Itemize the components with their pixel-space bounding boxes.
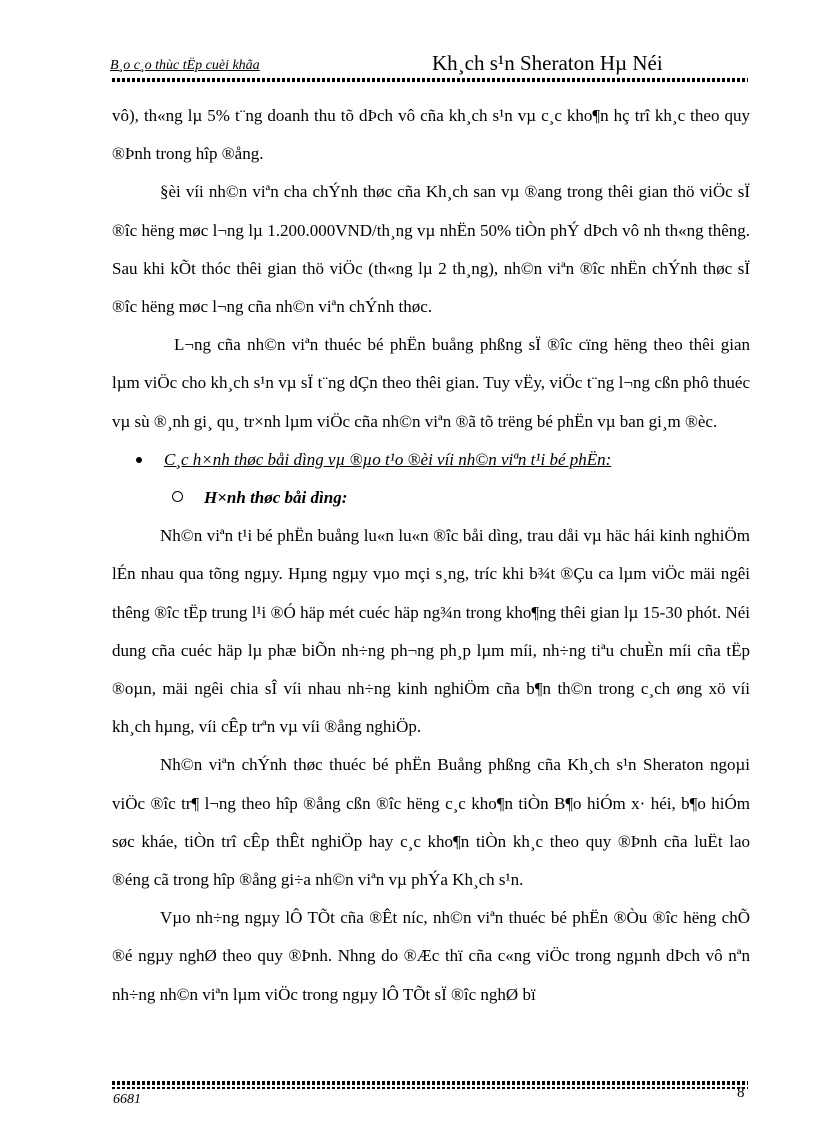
page-header: [110, 50, 750, 78]
subheading-text: H×nh thøc båi dìng:: [204, 488, 348, 508]
paragraph-salary-growth: L¬ng cña nh©n viªn thuéc bé phËn buång phßng sÏ ®îc cïng hëng theo thêi gian lµm viÖc cho kh¸ch s¹n vµ sÏ t¨ng dÇn theo thêi gian. Tuy vËy, viÖc t¨ng l¬ng cßn phô thuéc vµ sù ®¸nh gi¸ qu¸ tr×nh lµm viÖc cña nh©n viªn ®ã tõ trëng bé phËn vµ ban gi¸m ®èc.: [112, 335, 750, 431]
bullet-icon: [136, 457, 142, 463]
hotel-name: Kh¸ch s¹n Sheraton Hµ Néi: [432, 51, 663, 75]
paragraph-holidays: Vµo nh÷ng ngµy lÔ TÕt cña ®Êt níc, nh©n viªn thuéc bé phËn ®Òu ®îc hëng chÕ ®é ngµy nghØ theo quy ®Þnh. Nhng do ®Æc thï cña c«ng viÖc trong ngµnh dÞch vô nªn nh÷ng nh©n viªn lµm viÖc trong ngµy lÔ TÕt sÏ ®îc nghØ bï: [112, 908, 750, 1004]
footer-divider-thin: [112, 1087, 748, 1089]
paragraph-benefits: Nh©n viªn chÝnh thøc thuéc bé phËn Buång phßng cña Kh¸ch s¹n Sheraton ngoµi viÖc ®îc tr¶ l¬ng theo hîp ®ång cßn ®îc hëng c¸c kho¶n tiÒn B¶o hiÓm x· héi, b¶o hiÓm søc kháe, tiÒn trî cÊp thÊt nghiÖp hay c¸c kho¶n tiÒn kh¸c theo quy ®Þnh cña luËt lao ®éng cã trong hîp ®ång gi÷a nh©n viªn vµ phÝa Kh¸ch s¹n.: [112, 755, 750, 890]
bullet-text: C¸c h×nh thøc båi dìng vµ ®µo t¹o ®èi víi nh©n viªn t¹i bé phËn:: [164, 449, 612, 469]
paragraph-continuation: vô), th«ng lµ 5% t¨ng doanh thu tõ dÞch vô cña kh¸ch s¹n vµ c¸c kho¶n hç trî kh¸c theo quy ®Þnh trong hîp ®ång.: [112, 106, 750, 164]
paragraph-probation-salary: §èi víi nh©n viªn cha chÝnh thøc cña Kh¸ch san vµ ®ang trong thêi gian thö viÖc sÏ ®îc hëng møc l¬ng lµ 1.200.000VND/th¸ng vµ nhËn 50% tiÒn phÝ dÞch vô nh th«ng thêng. Sau khi kÕt thóc thêi gian thö viÖc (th«ng lµ 2 th¸ng), nh©n viªn ®îc nhËn chÝnh thøc sÏ ®îc hëng møc l¬ng cña nh©n viªn chÝnh thøc.: [112, 182, 750, 317]
page-number: 8: [737, 1085, 745, 1101]
paragraph-training: Nh©n viªn t¹i bé phËn buång lu«n lu«n ®îc båi dìng, trau dåi vµ häc hái kinh nghiÖm lÉn nhau qua tõng ngµy. Hµng ngµy vµo mçi s¸ng, tríc khi b¾t ®Çu ca lµm viÖc mäi ngêi thêng ®îc tËp trung l¹i ®Ó häp mét cuéc häp ng¾n trong kho¶ng thêi gian lµ 15-30 phót. Néi dung cña cuéc häp lµ phæ biÕn nh÷ng ph¬ng ph¸p lµm míi, nh÷ng tiªu chuÈn míi cña tËp ®oµn, mäi ngêi chia sÎ víi nhau nh÷ng kinh nghiÖm cña b¶n th©n trong c¸ch øng xö víi kh¸ch hµng, víi cÊp trªn vµ víi ®ång nghiÖp.: [112, 526, 750, 737]
bullet-item: [112, 441, 750, 479]
footer-divider: [112, 1081, 748, 1085]
footer-code: 6681: [113, 1092, 141, 1107]
header-divider: [112, 78, 748, 82]
circle-bullet-icon: [172, 491, 183, 502]
sub-bullet-item: [112, 479, 750, 517]
report-title: B¸o c¸o thùc tËp cuèi khãa: [110, 58, 260, 73]
page-body: [112, 97, 750, 1014]
